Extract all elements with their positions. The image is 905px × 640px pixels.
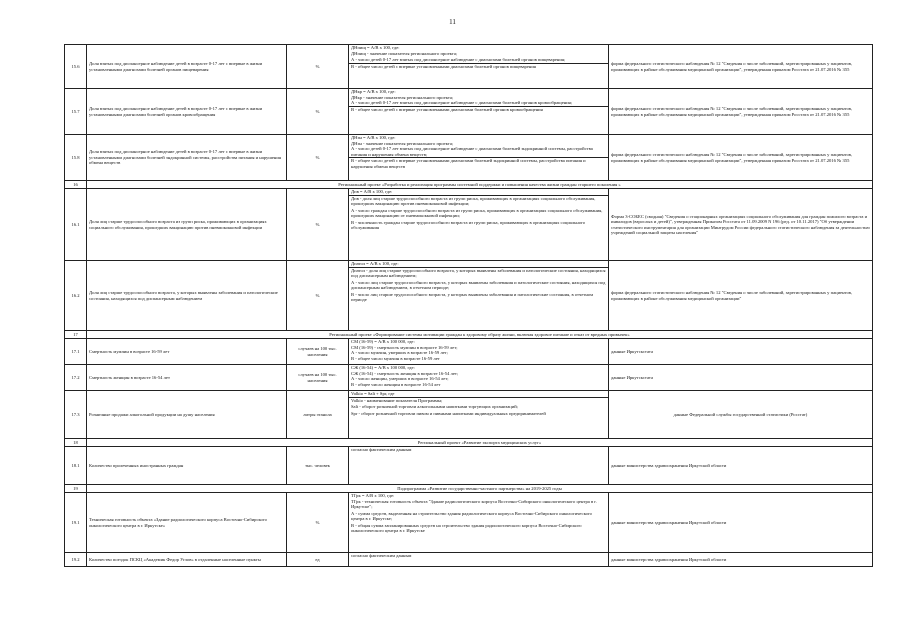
- formula-line: А - сумма средств, выделенная на строительство здания радиологического корпуса Восточно-Сибирского онкологического центра в г. Иркутске;: [351, 510, 592, 521]
- section-title: Подпрограмма «Развитие государственно-частного партнерства» на 2019-2025 годы: [87, 485, 873, 493]
- section-number: 16: [65, 181, 87, 189]
- formula-line: ДНкр - значение показателя регионального проекта;: [351, 94, 454, 100]
- formula-line: В - общее число детей с впервые установленными диагнозами болезней эндокринной системы, расстройства питания и нарушения обмена веществ: [349, 157, 608, 169]
- indicator-unit: %: [287, 135, 349, 181]
- indicator-number: 15.6: [65, 45, 87, 89]
- indicator-source: данные министерства здравоохранения Иркутской области: [609, 553, 873, 567]
- indicator-formula: [349, 447, 609, 485]
- indicator-unit: ед: [287, 553, 349, 567]
- formula-line: В - общее число детей с впервые установленными диагнозами болезней органов пищеварения: [349, 63, 608, 70]
- indicator-source: данные министерства здравоохранения Иркутской области: [609, 493, 873, 553]
- formula-line: В - общее число детей с впервые установленными диагнозами болезней органов кровообращения: [349, 106, 608, 113]
- indicator-row: [65, 135, 873, 181]
- indicator-row: [65, 553, 873, 567]
- indicator-name: Доля лиц старше трудоспособного возраста, у которых выявлены заболевания и патологические состояния, находящихся под диспансерным наблюдением: [87, 261, 287, 331]
- indicator-unit: %: [287, 261, 349, 331]
- formula-line: А - число детей 0-17 лет взятых под диспансерное наблюдение с диагнозами болезней эндокринной системы, расстройства питания и нарушения обмена веществ;: [351, 146, 593, 157]
- indicator-formula: [349, 135, 609, 181]
- formula-line: ДНэн = А/В х 100, где:: [351, 135, 396, 140]
- indicator-unit: %: [287, 89, 349, 135]
- formula-line: Valkio - наименование показателя Программы;: [349, 397, 608, 404]
- indicator-row: [65, 261, 873, 331]
- indicator-source: форма федерального статистического наблюдения № 12 "Сведения о числе заболеваний, зарегистрированных у пациентов, проживающих в районе обслуживания медицинской организации", утвержденная приказом Росстата от 21.07.2016 № 355: [609, 135, 873, 181]
- formula-line: Salt - оборот розничной торговли алкогольными напитками торгующих организаций;: [351, 404, 518, 409]
- formula-line: Дпатол - доля лиц старше трудоспособного возраста, у которых выявлены заболевания и патологические состояния, находящихся под диспансерным наблюдением;: [349, 267, 608, 279]
- indicator-row: [65, 365, 873, 391]
- indicator-name: Доля взятых под диспансерное наблюдение детей в возрасте 0-17 лет с впервые в жизни установленными диагнозами болезней органов кровообращения: [87, 89, 287, 135]
- indicator-source: форма федерального статистического наблюдения № 12 "Сведения о числе заболеваний, зарегистрированных у пациентов, проживающих в районе обслуживания медицинской организации": [609, 261, 873, 331]
- formula-line: А - число мужчин, умерших в возрасте 16-59 лет;: [351, 350, 448, 355]
- section-title: Региональный проект «Разработка и реализация программы системной поддержки и повышения качества жизни граждан старшего поколения »: [87, 181, 873, 189]
- section-title: Региональный проект «Формирование системы мотивации граждан к здоровому образу жизни, включая здоровое питание и отказ от вредных привычек»: [87, 331, 873, 339]
- indicator-number: 15.7: [65, 89, 87, 135]
- indicator-source: данные Иркутскстата: [609, 339, 873, 365]
- indicator-unit: %: [287, 493, 349, 553]
- indicator-row: [65, 89, 873, 135]
- indicator-row: [65, 447, 873, 485]
- formula-line: В - численность граждан старше трудоспособного возраста из групп риска, проживающих в организациях социального обслуживания: [351, 219, 586, 230]
- indicator-name: Доля взятых под диспансерное наблюдение детей в возрасте 0-17 лет с впервые в жизни установленными диагнозами болезней органов пищеварения: [87, 45, 287, 89]
- indicator-number: 16.2: [65, 261, 87, 331]
- indicator-source: данные министерства здравоохранения Иркутской области: [609, 447, 873, 485]
- section-number: 19: [65, 485, 87, 493]
- indicator-unit: случаев на 100 тыс. населения: [287, 339, 349, 365]
- indicator-unit: тыс. человек: [287, 447, 349, 485]
- indicator-row: [65, 339, 873, 365]
- formula-line: ТГрк - техническая готовность объекта "Здание радиологического корпуса Восточно-Сибирского онкологического центра в г. Иркутске";: [351, 498, 597, 509]
- indicator-source: данные Иркутскстата: [609, 365, 873, 391]
- indicator-row: [65, 493, 873, 553]
- indicator-number: 17.2: [65, 365, 87, 391]
- indicator-source: Форма 3-СОБЕС (сводная) "Сведения о стационарных организациях социального обслуживания для граждан пожилого возраста и инвалидов (взрослых и детей)", утвержденная Приказом Росстата от 11.09.2009 N 196 (ред. от 10.11.2017) "Об утверждении статистического инструментария для организации Минтрудом России федерального статистического наблюдения за деятельностью учреждений социальной защиты населения": [609, 189, 873, 261]
- indicator-name: Смертность мужчин в возрасте 16-59 лет: [87, 339, 287, 365]
- indicator-source: форма федерального статистического наблюдения № 12 "Сведения о числе заболеваний, зарегистрированных у пациентов, проживающих в районе обслуживания медицинской организации", утвержденная приказом Росстата от 21.07.2016 № 355: [609, 45, 873, 89]
- formula-line: ДНкр = А/В х 100, где:: [351, 89, 396, 94]
- formula-line: ДНэн - значение показателя регионального проекта;: [351, 140, 454, 146]
- indicator-unit: %: [287, 189, 349, 261]
- section-row: [65, 439, 873, 447]
- section-title: Региональный проект «Развитие экспорта медицинских услуг»: [87, 439, 873, 447]
- formula-line: СЖ (16-54) - смертность женщин в возрасте 16-54 лет;: [351, 370, 459, 376]
- formula-line: ТГрк = А/В х 100, где:: [351, 493, 395, 498]
- indicator-name: Розничные продажи алкогольной продукции на душу населения: [87, 391, 287, 439]
- formula-line: В - общее число женщин в возрасте 16-54 лет: [351, 381, 441, 387]
- formula-line: Valkio = Salt + Spr, где: [351, 391, 395, 396]
- formula-line: СМ (16-59) = А/В х 100 000, где:: [351, 339, 415, 344]
- formula-line: СЖ (16-54) = А/В х 100 000, где:: [351, 365, 415, 370]
- indicator-number: 18.1: [65, 447, 87, 485]
- formula-line: А - число детей 0-17 лет взятых под диспансерное наблюдение с диагнозами болезней органов пищеварения;: [351, 57, 566, 62]
- formula-line: Дпатол = А/В х 100, где:: [351, 261, 399, 266]
- indicator-number: 15.8: [65, 135, 87, 181]
- indicator-unit: литры этанола: [287, 391, 349, 439]
- indicator-source: данные Федеральной службы государственной статистики (Росстат): [609, 391, 873, 439]
- formula-line: В - общая сумма запланированных средств на строительство здания радиологического корпуса Восточно-Сибирского онкологического центра в г. Иркутске: [351, 522, 582, 533]
- section-number: 18: [65, 439, 87, 447]
- indicator-formula: [349, 339, 609, 365]
- indicator-number: 17.3: [65, 391, 87, 439]
- indicator-formula: [349, 261, 609, 331]
- indicator-number: 16.1: [65, 189, 87, 261]
- indicator-number: 17.1: [65, 339, 87, 365]
- section-row: [65, 331, 873, 339]
- indicator-name: Количество поездок ПСКЦ «Академик Федор Углов» в отдаленные населенные пункты: [87, 553, 287, 567]
- formula-line: Дпв = А/В х 100, где:: [351, 189, 393, 194]
- indicator-formula: [349, 365, 609, 391]
- formula-line: А - число граждан старше трудоспособного возраста из групп риска, проживающих в организациях социального обслуживания, прошедших вакцинацию от пневмококковой инфекции;: [351, 207, 603, 218]
- formula-line: ДНпищ = А/В х 100, где:: [351, 45, 400, 50]
- formula-line: А - число детей 0-17 лет взятых под диспансерное наблюдение с диагнозами болезней органов кровообращения;: [351, 100, 573, 105]
- indicator-name: Техническая готовность объекта «Здание радиологического корпуса Восточно-Сибирского онкологического центра в г. Иркутске»: [87, 493, 287, 553]
- indicator-formula: [349, 391, 609, 439]
- indicator-name: Доля взятых под диспансерное наблюдение детей в возрасте 0-17 лет с впервые в жизни установленными диагнозами болезней эндокринной системы, расстройства питания и нарушения обмена веществ: [87, 135, 287, 181]
- indicator-formula: [349, 493, 609, 553]
- indicator-unit: случаев на 100 тыс. населения: [287, 365, 349, 391]
- indicator-name: Смертность женщин в возрасте 16-54 лет: [87, 365, 287, 391]
- indicator-row: [65, 391, 873, 439]
- indicator-formula: [349, 89, 609, 135]
- indicator-number: 19.2: [65, 553, 87, 567]
- indicator-formula: [349, 553, 609, 567]
- formula-line: ДНпищ - значение показателя регионального проекта;: [351, 50, 458, 56]
- formula-line: согласно фактическим данным: [351, 553, 412, 558]
- formula-line: А - число лиц старше трудоспособного возраста, у которых выявлены заболевания и патологические состояния, находящихся под диспансерным наблюдением, в отчетном периоде;: [351, 279, 606, 290]
- indicator-formula: [349, 189, 609, 261]
- indicators-table: [64, 44, 873, 567]
- formula-line: В - число лиц старше трудоспособного возраста, у которых выявлены заболевания и патологические состояния, в отчетном периоде: [351, 291, 593, 302]
- formula-line: согласно фактическим данным: [351, 447, 412, 452]
- section-number: 17: [65, 331, 87, 339]
- indicator-formula: [349, 45, 609, 89]
- indicator-name: Количество пролеченных иностранных граждан: [87, 447, 287, 485]
- formula-line: СМ (16-59) - смертность мужчин в возрасте 16-59 лет;: [351, 344, 458, 350]
- indicator-row: [65, 189, 873, 261]
- formula-line: В - общее число мужчин в возрасте 16-59 лет: [351, 355, 440, 361]
- section-row: [65, 181, 873, 189]
- formula-line: Spr - оборот розничной торговли пивом и пивными напитками индивидуальных предпринимателей: [351, 410, 546, 416]
- indicator-source: форма федерального статистического наблюдения № 12 "Сведения о числе заболеваний, зарегистрированных у пациентов, проживающих в районе обслуживания медицинской организации", утвержденная приказом Росстата от 21.07.2016 № 355: [609, 89, 873, 135]
- indicator-name: Доля лиц старше трудоспособного возраста из групп риска, проживающих в организациях социального обслуживания, прошедших вакцинацию против пневмококковой инфекции: [87, 189, 287, 261]
- section-row: [65, 485, 873, 493]
- indicator-unit: %: [287, 45, 349, 89]
- page-number: 11: [449, 18, 456, 26]
- indicator-row: [65, 45, 873, 89]
- formula-line: А - число женщин, умерших в возрасте 16-54 лет;: [351, 376, 449, 381]
- indicator-number: 19.1: [65, 493, 87, 553]
- formula-line: Дпв - доля лиц старше трудоспособного возраста из групп риска, проживающих в организациях социального обслуживания, прошедших вакцинацию против пневмококковой инфекции;: [349, 195, 608, 207]
